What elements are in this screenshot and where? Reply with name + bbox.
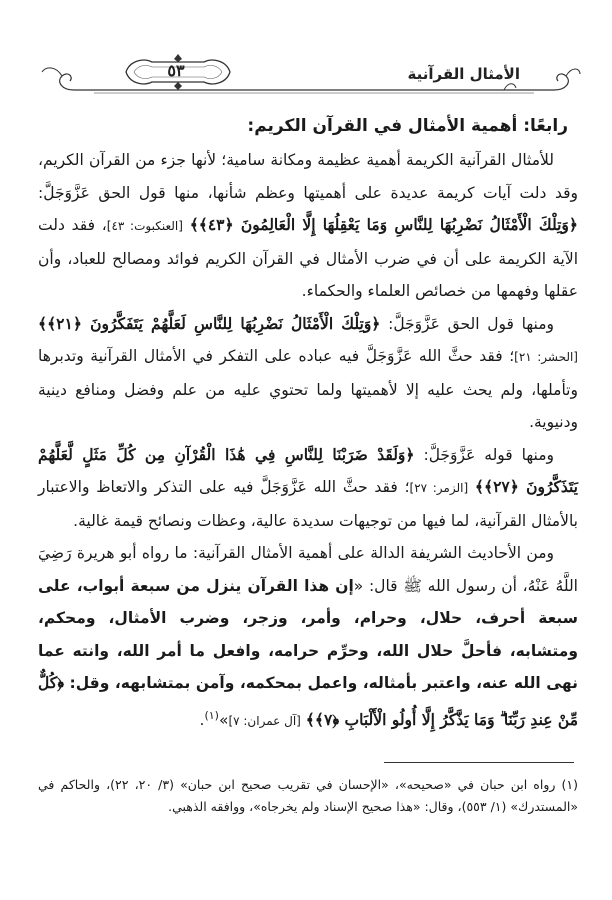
paragraph-3 <box>38 439 578 538</box>
page-number: ٥٣ <box>167 61 185 80</box>
main-text <box>38 108 578 737</box>
section-title: رابعًا: أهمية الأمثال في القرآن الكريم: <box>247 116 568 136</box>
p3-text: ومنها قوله عَزَّوَجَلَّ: <box>414 445 554 464</box>
p2-text: ومنها قول الحق عَزَّوَجَلَّ: <box>380 314 554 333</box>
running-title: الأمثال القرآنية <box>407 65 520 83</box>
p1-quran-verse: ﴿وَتِلْكَ الْأَمْثَالُ نَضْرِبُهَا لِلنَّاسِ وَمَا يَعْقِلُهَا إِلَّا الْعَالِمُونَ ﴿٤٣﴾﴾ <box>189 215 578 234</box>
p1-verse-reference: [العنكبوت: ٤٣] <box>106 219 183 233</box>
p4-verse-reference: [آل عمران: ٧] <box>228 713 301 728</box>
p4-text: ومن الأحاديث الشريفة الدالة على أهمية الأمثال القرآنية: ما رواه أبو هريرة رَضِيَ اللَّهُ عَنْهُ، أن رسول الله ﷺ قال: « <box>38 544 578 595</box>
p4-hadith: إن هذا القرآن ينزل من سبعة أبواب، على سبعة أحرف، حلال، وحرام، وأمر، وزجر، وضرب الأمثال، ومحكم، ومتشابه، فأحلَّ حلال الله، وحرِّم حرامه، وافعل ما أمر الله، وانته عما نهى الله عنه، واعتبر بأمثاله، واعمل بمحكمه، وآمن بمتشابهه، وقل: <box>38 576 578 692</box>
footnotes <box>38 774 578 818</box>
p2-quran-verse: ﴿وَتِلْكَ الْأَمْثَالُ نَضْرِبُهَا لِلنَّاسِ لَعَلَّهُمْ يَتَفَكَّرُونَ ﴿٢١﴾﴾ <box>38 313 381 333</box>
p2-text-2: ؛ فقد حثَّ الله عَزَّوَجَلَّ فيه عباده على التفكر في الأمثال القرآنية وتدبرها وتأملها، ولم يحث عليه إلا لأهميتها ولما تحتوي عليه من علم وفضل ومنافع دينية ودنيوية. <box>38 347 578 431</box>
paragraph-2 <box>38 308 578 439</box>
p3-verse-reference: [الزمر: ٢٧] <box>409 481 469 495</box>
p1-text: للأمثال القرآنية الكريمة أهمية عظيمة ومكانة سامية؛ لأنها جزء من القرآن الكريم، وقد دلت آيات كريمة عديدة على أهميتها وعظم شأنها، منها قول الحق عَزَّوَجَلَّ: <box>38 151 578 202</box>
paragraph-4 <box>38 537 578 737</box>
p4-period: . <box>199 710 205 729</box>
p3-quran-verse: ﴿وَلَقَدْ ضَرَبْنَا لِلنَّاسِ فِي هَٰذَا الْقُرْآنِ مِن كُلِّ مَثَلٍ لَّعَلَّهُمْ يَتَذَكَّرُونَ ﴿٢٧﴾﴾ <box>38 444 578 496</box>
footnote-1: (١) رواه ابن حبان في «صحيحه»، «الإحسان في تقريب صحيح ابن حبان» (٣/ ٢٠، ٢٢)، والحاكم في «المستدرك» (١/ ٥٥٣)، وقال: «هذا صحيح الإسناد ولم يخرجاه»، ووافقه الذهبي. <box>38 777 578 814</box>
paragraph-1 <box>38 144 578 308</box>
p1-text-2: ، فقد دلت الآية الكريمة على أن في ضرب الأمثال في القرآن الكريم فوائد ومصالح للعباد، وأن عقلها وفهمها من خصائص العلماء والحكماء. <box>38 216 578 300</box>
footnote-marker[interactable]: (١) <box>204 708 219 722</box>
p3-text-2: ؛ فقد حثَّ الله عَزَّوَجَلَّ فيه على التذكر والاتعاظ والاعتبار بالأمثال القرآنية، لما فيها من توجيهات سديدة عالية، وعظات ونصائح قيمة غالية. <box>38 478 578 530</box>
footnote-divider <box>384 762 574 763</box>
p4-quran-verse: ﴿كُلٌّ مِّنْ عِندِ رَبِّنَا ۗ وَمَا يَذَّكَّرُ إِلَّا أُولُو الْأَلْبَابِ ﴿٧﴾﴾ <box>38 673 578 729</box>
p2-verse-reference: [الحشر: ٢١] <box>514 350 578 364</box>
p4-quote-close: » <box>218 710 229 729</box>
page-header <box>34 52 582 100</box>
